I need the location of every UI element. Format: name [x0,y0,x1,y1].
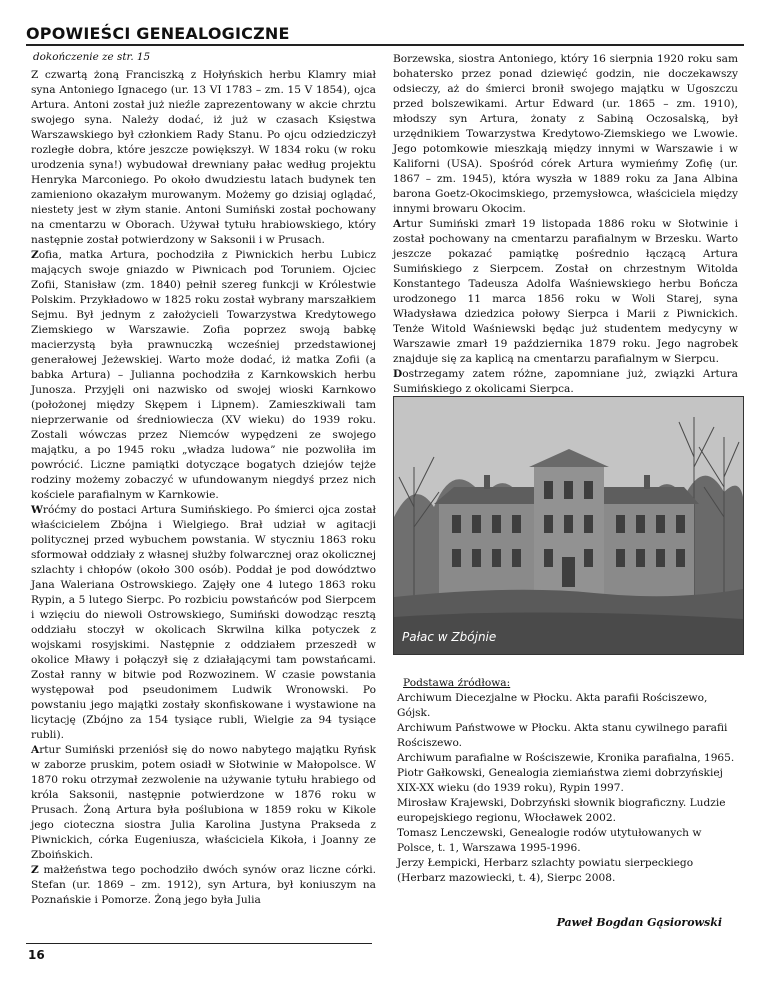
lead-letter: Z [31,864,39,876]
lead-letter: A [31,744,40,756]
paragraph-text: rtur Sumiński przeniósł się do nowo nabytego majątku Ryńsk w zaborze pruskim, potem osiadł w Słotwinie w Małopolsce. W 1870 roku otrzymał zezwolenie na używanie tytułu hrabiego od króla Saksonii, następnie potwierdzone w 1876 roku w Prusach. Żoną Artura była poślubiona w 1859 roku w Kikole jego cioteczna siostra Julia Karolina Justyna Prakseda z Piwnickich, córka Eugeniusza, właściciela Kikoła, i Joanny ze Zboińskich. [31,744,376,861]
source-item: Archiwum parafialne w Rościszewie, Kronika parafialna, 1965. [397,752,735,764]
paragraph-text: małżeństwa tego pochodziło dwóch synów oraz liczne córki. Stefan (ur. 1869 – zm. 1912), syn Artura, był koniuszym na Poznańskie i Pomorze. Żoną jego była Julia [31,864,376,906]
author-name: Paweł Bogdan Gąsiorowski [556,916,722,929]
source-item: Tomasz Lenczewski, Genealogie rodów utytułowanych w Polsce, t. 1, Warszawa 1995-1996. [397,827,702,854]
paragraph [393,52,738,217]
footer-divider [26,943,372,944]
source-item: Jerzy Łempicki, Herbarz szlachty powiatu sierpeckiego (Herbarz mazowiecki, t. 4), Sierpc 2008. [397,857,694,884]
section-header: OPOWIEŚCI GENEALOGICZNE [26,24,290,43]
paragraph-text: róćmy do postaci Artura Sumińskiego. Po śmierci ojca został właścicielem Zbójna i Wielgiego. Brał udział w agitacji politycznej przed wybuchem powstania. W styczniu 1863 roku sformował oddziały z własnej służby folwarcznej oraz okolicznej szlachty i chłopów (około 300 osób). Poddał je pod dowództwo Jana Waleriana Ostrowskiego. Zajęły one 4 lutego 1863 roku Rypin, a 5 lutego Sierpc. Po rozbiciu powstańców pod Sierpcem i wzięciu do niewoli Ostrowskiego, Sumiński dowodząc resztą oddziału stoczył w okolicach Skrwilna kilka potyczek z wojskami rosyjskimi. Następnie z oddziałem przeszedł w okolice Mławy i połączył się z działającymi tam powstańcami. Został ranny w bitwie pod Rozwozinem. W czasie powstania występował pod pseudonimem Ludwik Wronowski. Po powstaniu jego majątki zostały skonfiskowane i wystawione na licytację (Zbójno za 154 tysiące rubli, Wielgie za 94 tysiące rubli). [31,504,376,741]
palace-illustration [394,397,743,654]
paragraph-text: ofia, matka Artura, pochodziła z Piwnickich herbu Lubicz mających swoje gniazdo w Piwnicach pod Toruniem. Ojciec Zofii, Stanisław (zm. 1840) pełnił szereg funkcji w Królestwie Polskim. Przykładowo w 1825 roku został wybrany marszałkiem Sejmu. Był jednym z założycieli Towarzystwa Kredytowego Ziemskiego w Warszawie. Zofia poprzez swoją babkę macierzystą była prawnuczką wcześniej przedstawionej generałowej Jeżewskiej. Warto może dodać, iż matka Zofii (a babka Artura) – Julianna pochodziła z Karnkowskich herbu Junosza. Przyjęli oni nazwisko od swojej wioski Karnkowo (położonej między Skępem i Lipnem). Zamieszkiwali tam nieprzerwanie od średniowiecza (XV wieku) do 1939 roku. Zostali wówczas przez Niemców wypędzeni ze swojego majątku, a po 1945 roku „władza ludowa” nie pozwoliła im powrócić. Liczne pamiątki dotyczące bogatych dziejów tejże rodziny możemy zobaczyć w ufundowanym niegdyś przez nich kościele parafialnym w Karnkowie. [31,249,376,501]
source-item: Archiwum Diecezjalne w Płocku. Akta parafii Rościszewo, Gójsk. [397,692,708,719]
source-item: Mirosław Krajewski, Dobrzyński słownik biograficzny. Ludzie europejskiego regionu, Włocławek 2002. [397,797,726,824]
header-divider [26,44,744,46]
sources-section [397,676,741,886]
paragraph [31,743,376,863]
source-item: Archiwum Państwowe w Płocku. Akta stanu cywilnego parafii Rościszewo. [397,722,728,749]
lead-letter: Z [31,249,39,261]
paragraph-text: ostrzegamy zatem różne, zapomniane już, związki Artura Sumińskiego z okolicami Sierpca. [393,368,738,395]
right-column [393,52,738,397]
sources-title: Podstawa źródłowa: [403,677,511,689]
lead-letter: A [393,218,402,230]
paragraph [31,863,376,908]
source-item: Piotr Gałkowski, Genealogia ziemiaństwa ziemi dobrzyńskiej XIX-XX wieku (do 1939 roku), Rypin 1997. [397,767,723,794]
paragraph [393,367,738,397]
paragraph [393,217,738,367]
page-number: 16 [28,948,45,962]
paragraph [31,248,376,503]
palace-photo [393,396,744,655]
paragraph-text: Z czwartą żoną Franciszką z Hołyńskich herbu Klamry miał syna Antoniego Ignacego (ur. 13 VI 1783 – zm. 15 V 1854), ojca Artura. Antoni został już nieźle zaprezentowany w akcie chrztu swojego syna. Należy dodać, iż już w czasach Księstwa Warszawskiego był członkiem Rady Stanu. Po ojcu odziedziczył rozległe dobra, które jeszcze powiększył. W 1834 roku (w roku urodzenia syna!) wybudował drewniany pałac według projektu Henryka Marconiego. Po około dwudziestu latach budynek ten zamieniono okazałym murowanym. Możemy go dzisiaj oglądać, niestety jest w złym stanie. Antoni Sumiński został pochowany na cmentarzu w Oborach. Używał tytułu hrabiowskiego, który następnie został potwierdzony w Saksonii i w Prusach. [31,69,376,246]
continuation-note: dokończenie ze str. 15 [33,51,151,63]
paragraph-text: rtur Sumiński zmarł 19 listopada 1886 roku w Słotwinie i został pochowany na cmentarzu parafialnym w Brzesku. Warto jeszcze pokazać pamiątkę pośrednio łączącą Artura Sumińskiego z Sierpcem. Został on chrzestnym Witolda Konstantego Tadeusza Adolfa Waśniewskiego herbu Bończa urodzonego 11 marca 1856 roku w Woli Starej, syna Władysława dziedzica połowy Sierpca i Marii z Piwnickich. Tenże Witold Waśniewski będąc już studentem medycyny w Warszawie zmarł 19 października 1879 roku. Jego nagrobek znajduje się za kaplicą na cmentarzu parafialnym w Sierpcu. [393,218,738,365]
lead-letter: D [393,368,403,380]
left-column [31,50,376,908]
lead-letter: W [31,504,43,516]
paragraph [31,503,376,743]
paragraph-text: Borzewska, siostra Antoniego, który 16 sierpnia 1920 roku sam bohatersko przez ponad dziewięć godzin, nie doczekawszy odsieczy, aż do śmierci bronił swojego majątku w Ugoszczu przed bolszewikami. Artur Edward (ur. 1865 – zm. 1910), młodszy syn Artura, żonaty z Sabiną Oczosalską, był urzędnikiem Towarzystwa Kredytowo-Ziemskiego we Lwowie. Jego potomkowie mieszkają między innymi w Warszawie i w Kaliforni (USA). Spośród córek Artura wymieńmy Zofię (ur. 1867 – zm. 1945), która wyszła w 1889 roku za Jana Albina barona Goetz-Okocimskiego, przemysłowca, właściciela między innymi browaru Okocim. [393,53,738,215]
photo-caption: Pałac w Zbójnie [402,630,497,644]
paragraph [31,68,376,248]
